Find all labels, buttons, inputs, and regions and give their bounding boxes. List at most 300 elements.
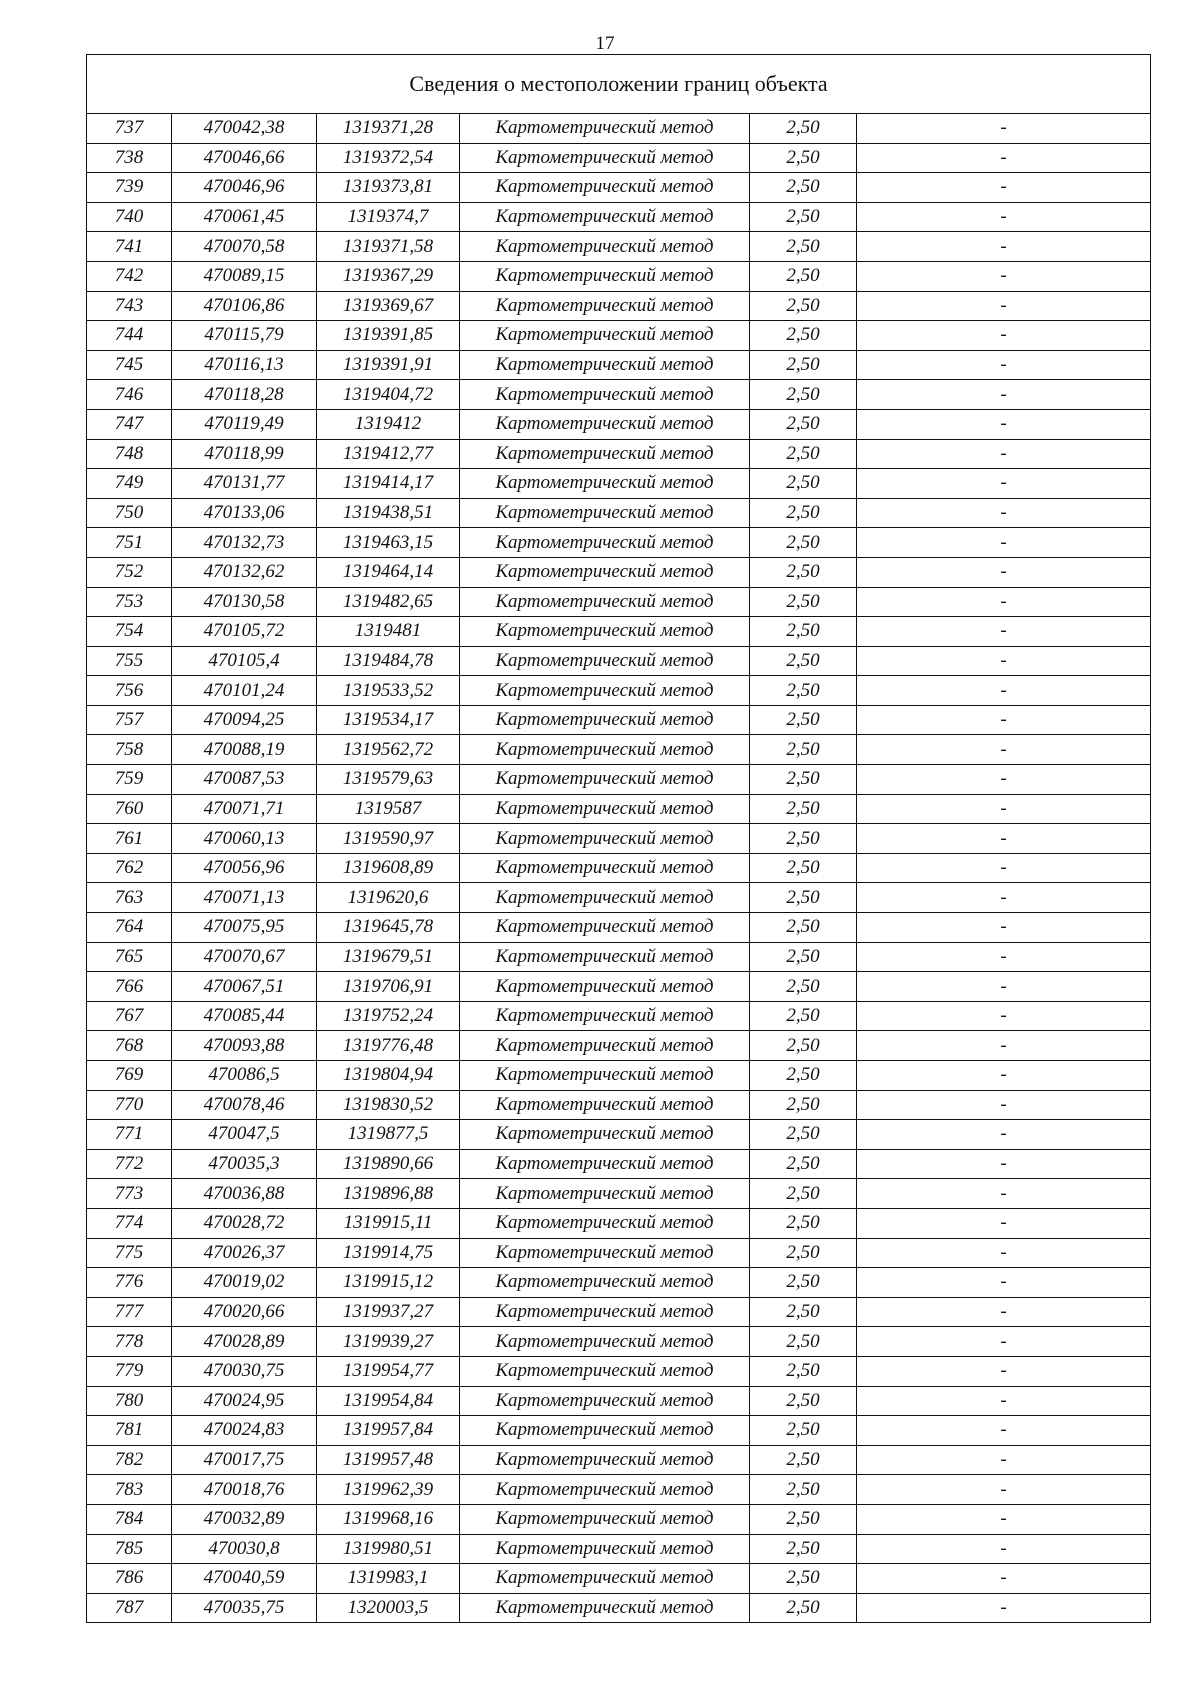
y-coordinate-cell: 1319404,72 [317,380,460,410]
y-coordinate-cell: 1319937,27 [317,1297,460,1327]
description-cell: - [857,1001,1151,1031]
accuracy-cell: 2,50 [750,1297,857,1327]
accuracy-cell: 2,50 [750,409,857,439]
point-number-cell: 757 [87,705,172,735]
description-cell: - [857,1327,1151,1357]
accuracy-cell: 2,50 [750,1564,857,1594]
point-number-cell: 787 [87,1593,172,1623]
y-coordinate-cell: 1319939,27 [317,1327,460,1357]
description-cell: - [857,469,1151,499]
accuracy-cell: 2,50 [750,528,857,558]
description-cell: - [857,1061,1151,1091]
accuracy-cell: 2,50 [750,261,857,291]
x-coordinate-cell: 470132,62 [172,557,317,587]
description-cell: - [857,676,1151,706]
x-coordinate-cell: 470035,75 [172,1593,317,1623]
method-cell: Картометрический метод [460,1593,750,1623]
y-coordinate-cell: 1319464,14 [317,557,460,587]
table-row [87,173,1151,203]
y-coordinate-cell: 1319373,81 [317,173,460,203]
table-row [87,1386,1151,1416]
method-cell: Картометрический метод [460,853,750,883]
accuracy-cell: 2,50 [750,883,857,913]
table-row [87,794,1151,824]
table-row [87,1001,1151,1031]
x-coordinate-cell: 470020,66 [172,1297,317,1327]
y-coordinate-cell: 1319954,77 [317,1356,460,1386]
y-coordinate-cell: 1319915,12 [317,1268,460,1298]
table-row [87,942,1151,972]
x-coordinate-cell: 470019,02 [172,1268,317,1298]
description-cell: - [857,321,1151,351]
method-cell: Картометрический метод [460,1179,750,1209]
table-body [87,114,1151,1623]
x-coordinate-cell: 470115,79 [172,321,317,351]
x-coordinate-cell: 470101,24 [172,676,317,706]
method-cell: Картометрический метод [460,1297,750,1327]
accuracy-cell: 2,50 [750,972,857,1002]
method-cell: Картометрический метод [460,972,750,1002]
table-row [87,646,1151,676]
description-cell: - [857,1238,1151,1268]
method-cell: Картометрический метод [460,114,750,144]
method-cell: Картометрический метод [460,557,750,587]
x-coordinate-cell: 470133,06 [172,498,317,528]
x-coordinate-cell: 470030,8 [172,1534,317,1564]
x-coordinate-cell: 470075,95 [172,913,317,943]
y-coordinate-cell: 1319980,51 [317,1534,460,1564]
point-number-cell: 756 [87,676,172,706]
x-coordinate-cell: 470078,46 [172,1090,317,1120]
point-number-cell: 769 [87,1061,172,1091]
method-cell: Картометрический метод [460,705,750,735]
table-row [87,143,1151,173]
y-coordinate-cell: 1319983,1 [317,1564,460,1594]
description-cell: - [857,1386,1151,1416]
method-cell: Картометрический метод [460,321,750,351]
accuracy-cell: 2,50 [750,676,857,706]
point-number-cell: 750 [87,498,172,528]
method-cell: Картометрический метод [460,439,750,469]
method-cell: Картометрический метод [460,498,750,528]
accuracy-cell: 2,50 [750,735,857,765]
y-coordinate-cell: 1319412 [317,409,460,439]
description-cell: - [857,409,1151,439]
table-row [87,350,1151,380]
y-coordinate-cell: 1319484,78 [317,646,460,676]
description-cell: - [857,173,1151,203]
method-cell: Картометрический метод [460,942,750,972]
y-coordinate-cell: 1319374,7 [317,202,460,232]
table-row [87,1179,1151,1209]
table-row [87,1534,1151,1564]
x-coordinate-cell: 470036,88 [172,1179,317,1209]
description-cell: - [857,380,1151,410]
description-cell: - [857,646,1151,676]
point-number-cell: 781 [87,1416,172,1446]
y-coordinate-cell: 1319957,84 [317,1416,460,1446]
table-row [87,114,1151,144]
table-row [87,1090,1151,1120]
description-cell: - [857,1208,1151,1238]
table-row [87,291,1151,321]
point-number-cell: 764 [87,913,172,943]
description-cell: - [857,883,1151,913]
y-coordinate-cell: 1319706,91 [317,972,460,1002]
description-cell: - [857,557,1151,587]
table-row [87,1504,1151,1534]
y-coordinate-cell: 1319369,67 [317,291,460,321]
description-cell: - [857,1564,1151,1594]
accuracy-cell: 2,50 [750,350,857,380]
point-number-cell: 779 [87,1356,172,1386]
accuracy-cell: 2,50 [750,380,857,410]
table-row [87,498,1151,528]
table-row [87,439,1151,469]
accuracy-cell: 2,50 [750,1031,857,1061]
table-row [87,1061,1151,1091]
point-number-cell: 741 [87,232,172,262]
description-cell: - [857,1356,1151,1386]
accuracy-cell: 2,50 [750,1356,857,1386]
point-number-cell: 748 [87,439,172,469]
description-cell: - [857,232,1151,262]
x-coordinate-cell: 470105,4 [172,646,317,676]
table-row [87,824,1151,854]
y-coordinate-cell: 1319438,51 [317,498,460,528]
y-coordinate-cell: 1319968,16 [317,1504,460,1534]
x-coordinate-cell: 470028,72 [172,1208,317,1238]
y-coordinate-cell: 1319371,58 [317,232,460,262]
point-number-cell: 785 [87,1534,172,1564]
point-number-cell: 738 [87,143,172,173]
table-row [87,232,1151,262]
table-row [87,557,1151,587]
x-coordinate-cell: 470032,89 [172,1504,317,1534]
x-coordinate-cell: 470046,66 [172,143,317,173]
description-cell: - [857,350,1151,380]
y-coordinate-cell: 1319391,91 [317,350,460,380]
table-row [87,1356,1151,1386]
x-coordinate-cell: 470106,86 [172,291,317,321]
x-coordinate-cell: 470028,89 [172,1327,317,1357]
point-number-cell: 766 [87,972,172,1002]
table-row [87,1593,1151,1623]
method-cell: Картометрический метод [460,173,750,203]
accuracy-cell: 2,50 [750,765,857,795]
method-cell: Картометрический метод [460,1090,750,1120]
table-row [87,913,1151,943]
table-row [87,380,1151,410]
accuracy-cell: 2,50 [750,291,857,321]
description-cell: - [857,202,1151,232]
description-cell: - [857,1120,1151,1150]
accuracy-cell: 2,50 [750,617,857,647]
description-cell: - [857,1179,1151,1209]
x-coordinate-cell: 470071,13 [172,883,317,913]
x-coordinate-cell: 470070,67 [172,942,317,972]
description-cell: - [857,1149,1151,1179]
x-coordinate-cell: 470085,44 [172,1001,317,1031]
table-row [87,853,1151,883]
accuracy-cell: 2,50 [750,853,857,883]
method-cell: Картометрический метод [460,1149,750,1179]
method-cell: Картометрический метод [460,1208,750,1238]
description-cell: - [857,498,1151,528]
accuracy-cell: 2,50 [750,1149,857,1179]
x-coordinate-cell: 470089,15 [172,261,317,291]
accuracy-cell: 2,50 [750,1001,857,1031]
description-cell: - [857,1445,1151,1475]
y-coordinate-cell: 1319534,17 [317,705,460,735]
table-row [87,528,1151,558]
accuracy-cell: 2,50 [750,1416,857,1446]
y-coordinate-cell: 1319412,77 [317,439,460,469]
x-coordinate-cell: 470024,83 [172,1416,317,1446]
method-cell: Картометрический метод [460,883,750,913]
x-coordinate-cell: 470067,51 [172,972,317,1002]
accuracy-cell: 2,50 [750,557,857,587]
method-cell: Картометрический метод [460,1031,750,1061]
table-row [87,617,1151,647]
point-number-cell: 776 [87,1268,172,1298]
description-cell: - [857,765,1151,795]
table-row [87,1031,1151,1061]
point-number-cell: 784 [87,1504,172,1534]
method-cell: Картометрический метод [460,617,750,647]
method-cell: Картометрический метод [460,380,750,410]
accuracy-cell: 2,50 [750,1268,857,1298]
method-cell: Картометрический метод [460,1268,750,1298]
x-coordinate-cell: 470024,95 [172,1386,317,1416]
y-coordinate-cell: 1319645,78 [317,913,460,943]
accuracy-cell: 2,50 [750,1120,857,1150]
accuracy-cell: 2,50 [750,498,857,528]
y-coordinate-cell: 1319414,17 [317,469,460,499]
x-coordinate-cell: 470119,49 [172,409,317,439]
x-coordinate-cell: 470132,73 [172,528,317,558]
y-coordinate-cell: 1319896,88 [317,1179,460,1209]
description-cell: - [857,261,1151,291]
table-row [87,676,1151,706]
table-row [87,1149,1151,1179]
accuracy-cell: 2,50 [750,1061,857,1091]
accuracy-cell: 2,50 [750,143,857,173]
table-row [87,1475,1151,1505]
accuracy-cell: 2,50 [750,321,857,351]
point-number-cell: 786 [87,1564,172,1594]
x-coordinate-cell: 470094,25 [172,705,317,735]
point-number-cell: 773 [87,1179,172,1209]
point-number-cell: 752 [87,557,172,587]
table-row [87,261,1151,291]
description-cell: - [857,735,1151,765]
method-cell: Картометрический метод [460,202,750,232]
y-coordinate-cell: 1320003,5 [317,1593,460,1623]
point-number-cell: 742 [87,261,172,291]
accuracy-cell: 2,50 [750,1386,857,1416]
description-cell: - [857,439,1151,469]
y-coordinate-cell: 1319482,65 [317,587,460,617]
description-cell: - [857,1297,1151,1327]
method-cell: Картометрический метод [460,1327,750,1357]
x-coordinate-cell: 470026,37 [172,1238,317,1268]
y-coordinate-cell: 1319579,63 [317,765,460,795]
table-title-row [87,55,1151,114]
method-cell: Картометрический метод [460,143,750,173]
method-cell: Картометрический метод [460,350,750,380]
point-number-cell: 760 [87,794,172,824]
y-coordinate-cell: 1319957,48 [317,1445,460,1475]
method-cell: Картометрический метод [460,528,750,558]
y-coordinate-cell: 1319562,72 [317,735,460,765]
description-cell: - [857,853,1151,883]
point-number-cell: 747 [87,409,172,439]
accuracy-cell: 2,50 [750,173,857,203]
point-number-cell: 762 [87,853,172,883]
x-coordinate-cell: 470118,28 [172,380,317,410]
accuracy-cell: 2,50 [750,1327,857,1357]
y-coordinate-cell: 1319890,66 [317,1149,460,1179]
x-coordinate-cell: 470087,53 [172,765,317,795]
x-coordinate-cell: 470035,3 [172,1149,317,1179]
x-coordinate-cell: 470018,76 [172,1475,317,1505]
accuracy-cell: 2,50 [750,942,857,972]
description-cell: - [857,1534,1151,1564]
point-number-cell: 744 [87,321,172,351]
table-row [87,1238,1151,1268]
description-cell: - [857,1416,1151,1446]
description-cell: - [857,1593,1151,1623]
point-number-cell: 768 [87,1031,172,1061]
table-row [87,469,1151,499]
method-cell: Картометрический метод [460,913,750,943]
description-cell: - [857,114,1151,144]
method-cell: Картометрический метод [460,1475,750,1505]
page-number: 17 [595,33,615,54]
accuracy-cell: 2,50 [750,1090,857,1120]
method-cell: Картометрический метод [460,1564,750,1594]
point-number-cell: 775 [87,1238,172,1268]
x-coordinate-cell: 470130,58 [172,587,317,617]
y-coordinate-cell: 1319914,75 [317,1238,460,1268]
y-coordinate-cell: 1319391,85 [317,321,460,351]
description-cell: - [857,143,1151,173]
point-number-cell: 780 [87,1386,172,1416]
accuracy-cell: 2,50 [750,1445,857,1475]
table-row [87,1327,1151,1357]
y-coordinate-cell: 1319533,52 [317,676,460,706]
description-cell: - [857,1268,1151,1298]
point-number-cell: 751 [87,528,172,558]
method-cell: Картометрический метод [460,1386,750,1416]
method-cell: Картометрический метод [460,232,750,262]
point-number-cell: 767 [87,1001,172,1031]
table-row [87,409,1151,439]
x-coordinate-cell: 470088,19 [172,735,317,765]
y-coordinate-cell: 1319830,52 [317,1090,460,1120]
boundary-coordinates-table [86,54,1151,1623]
description-cell: - [857,1504,1151,1534]
method-cell: Картометрический метод [460,469,750,499]
accuracy-cell: 2,50 [750,824,857,854]
method-cell: Картометрический метод [460,261,750,291]
x-coordinate-cell: 470061,45 [172,202,317,232]
x-coordinate-cell: 470046,96 [172,173,317,203]
point-number-cell: 739 [87,173,172,203]
accuracy-cell: 2,50 [750,1179,857,1209]
y-coordinate-cell: 1319590,97 [317,824,460,854]
method-cell: Картометрический метод [460,646,750,676]
method-cell: Картометрический метод [460,1061,750,1091]
method-cell: Картометрический метод [460,1120,750,1150]
table-row [87,1208,1151,1238]
description-cell: - [857,1475,1151,1505]
table-row [87,321,1151,351]
y-coordinate-cell: 1319587 [317,794,460,824]
point-number-cell: 745 [87,350,172,380]
y-coordinate-cell: 1319877,5 [317,1120,460,1150]
point-number-cell: 761 [87,824,172,854]
y-coordinate-cell: 1319372,54 [317,143,460,173]
table-row [87,1416,1151,1446]
accuracy-cell: 2,50 [750,469,857,499]
description-cell: - [857,528,1151,558]
x-coordinate-cell: 470118,99 [172,439,317,469]
y-coordinate-cell: 1319608,89 [317,853,460,883]
point-number-cell: 749 [87,469,172,499]
table-row [87,1564,1151,1594]
y-coordinate-cell: 1319954,84 [317,1386,460,1416]
description-cell: - [857,942,1151,972]
method-cell: Картометрический метод [460,824,750,854]
table-row [87,972,1151,1002]
point-number-cell: 778 [87,1327,172,1357]
x-coordinate-cell: 470131,77 [172,469,317,499]
accuracy-cell: 2,50 [750,1534,857,1564]
table-row [87,765,1151,795]
point-number-cell: 755 [87,646,172,676]
y-coordinate-cell: 1319371,28 [317,114,460,144]
table-row [87,1297,1151,1327]
description-cell: - [857,291,1151,321]
accuracy-cell: 2,50 [750,439,857,469]
x-coordinate-cell: 470047,5 [172,1120,317,1150]
point-number-cell: 740 [87,202,172,232]
table-row [87,705,1151,735]
method-cell: Картометрический метод [460,587,750,617]
point-number-cell: 759 [87,765,172,795]
x-coordinate-cell: 470030,75 [172,1356,317,1386]
y-coordinate-cell: 1319463,15 [317,528,460,558]
point-number-cell: 777 [87,1297,172,1327]
y-coordinate-cell: 1319915,11 [317,1208,460,1238]
x-coordinate-cell: 470056,96 [172,853,317,883]
method-cell: Картометрический метод [460,676,750,706]
method-cell: Картометрический метод [460,1238,750,1268]
method-cell: Картометрический метод [460,1534,750,1564]
point-number-cell: 737 [87,114,172,144]
method-cell: Картометрический метод [460,1445,750,1475]
x-coordinate-cell: 470093,88 [172,1031,317,1061]
point-number-cell: 770 [87,1090,172,1120]
point-number-cell: 771 [87,1120,172,1150]
description-cell: - [857,913,1151,943]
y-coordinate-cell: 1319481 [317,617,460,647]
y-coordinate-cell: 1319804,94 [317,1061,460,1091]
method-cell: Картометрический метод [460,1416,750,1446]
accuracy-cell: 2,50 [750,202,857,232]
